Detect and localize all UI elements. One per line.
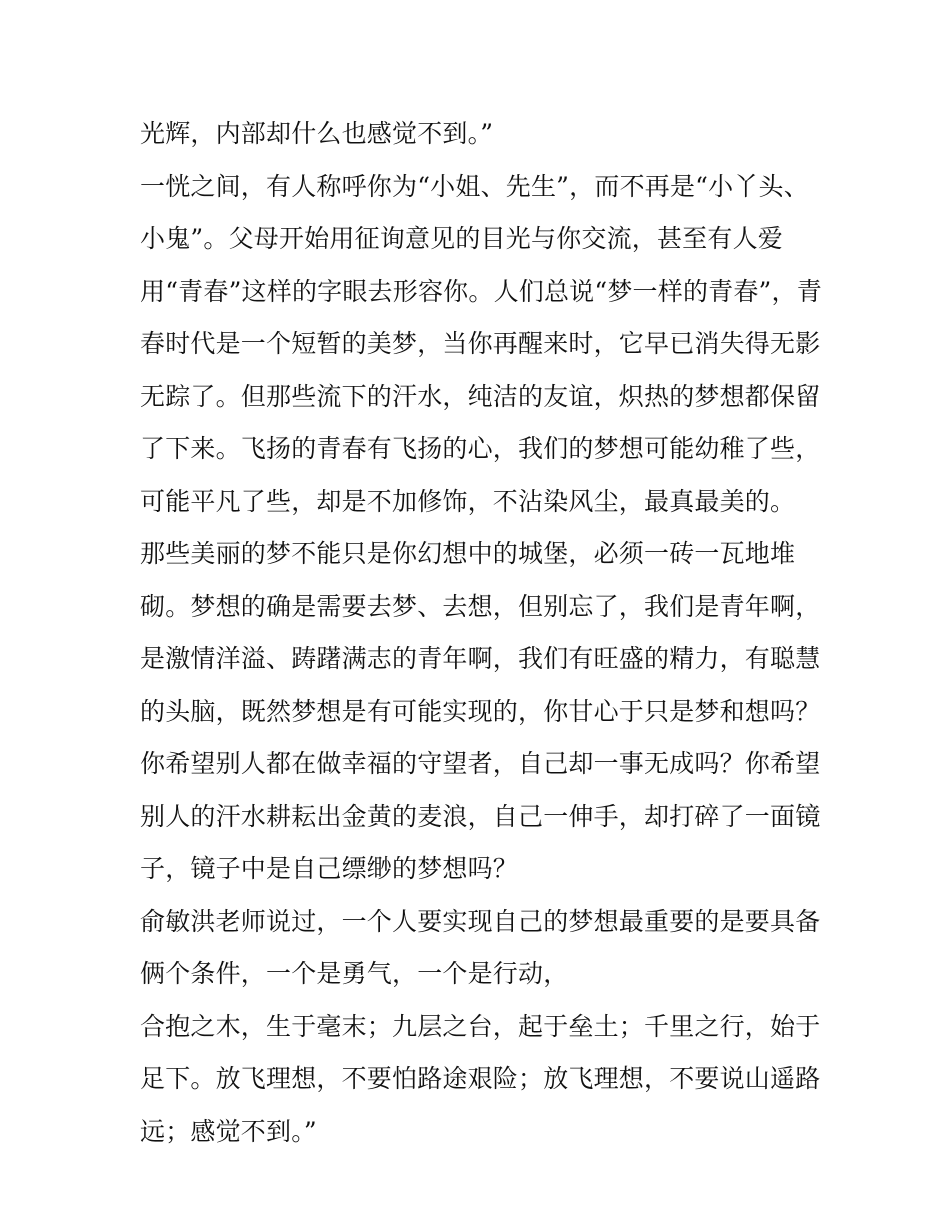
- text-line: 那些美丽的梦不能只是你幻想中的城堡，必须一砖一瓦地堆: [140, 539, 796, 568]
- text-line: 远；感觉不到。”: [140, 1116, 317, 1146]
- text-line: 春时代是一个短暂的美梦，当你再醒来时，它早已消失得无影: [140, 329, 821, 358]
- text-line: 别人的汗水耕耘出金黄的麦浪，自己一伸手，却打碎了一面镜: [140, 801, 821, 831]
- document-body: [140, 108, 830, 1158]
- text-line: 光辉，内部却什么也感觉不到。”: [140, 119, 494, 148]
- text-line: 俞敏洪老师说过，一个人要实现自己的梦想最重要的是要具备: [140, 906, 821, 936]
- text-line: 可能平凡了些，却是不加修饰，不沾染风尘，最真最美的。: [140, 486, 796, 516]
- text-line: 足下。放飞理想，不要怕路途艰险；放飞理想，不要说山遥路: [140, 1064, 821, 1093]
- text-line: 了下来。飞扬的青春有飞扬的心，我们的梦想可能幼稚了些，: [140, 434, 821, 463]
- text-line: 你希望别人都在做幸福的守望者，自己却一事无成吗？你希望: [140, 749, 821, 778]
- text-line: 小鬼”。父母开始用征询意见的目光与你交流，甚至有人爱: [140, 224, 783, 253]
- text-line: 砌。梦想的确是需要去梦、去想，但别忘了，我们是青年啊，: [140, 591, 821, 621]
- text-line: 子，镜子中是自己缥缈的梦想吗？: [140, 854, 519, 883]
- text-line: 是激情洋溢、踌躇满志的青年啊，我们有旺盛的精力，有聪慧: [140, 644, 821, 673]
- text-line: 俩个条件，一个是勇气，一个是行动，: [140, 959, 569, 988]
- text-line: 用“青春”这样的字眼去形容你。人们总说“梦一样的青春”，青: [140, 276, 822, 306]
- text-line: 一恍之间，有人称呼你为“小姐、先生”，而不再是“小丫头、: [140, 171, 809, 201]
- text-line: 合抱之木，生于毫末；九层之台，起于垒土；千里之行，始于: [140, 1011, 821, 1041]
- text-line: 无踪了。但那些流下的汗水，纯洁的友谊，炽热的梦想都保留: [140, 381, 821, 411]
- text-line: 的头脑，既然梦想是有可能实现的，你甘心于只是梦和想吗？: [140, 696, 821, 726]
